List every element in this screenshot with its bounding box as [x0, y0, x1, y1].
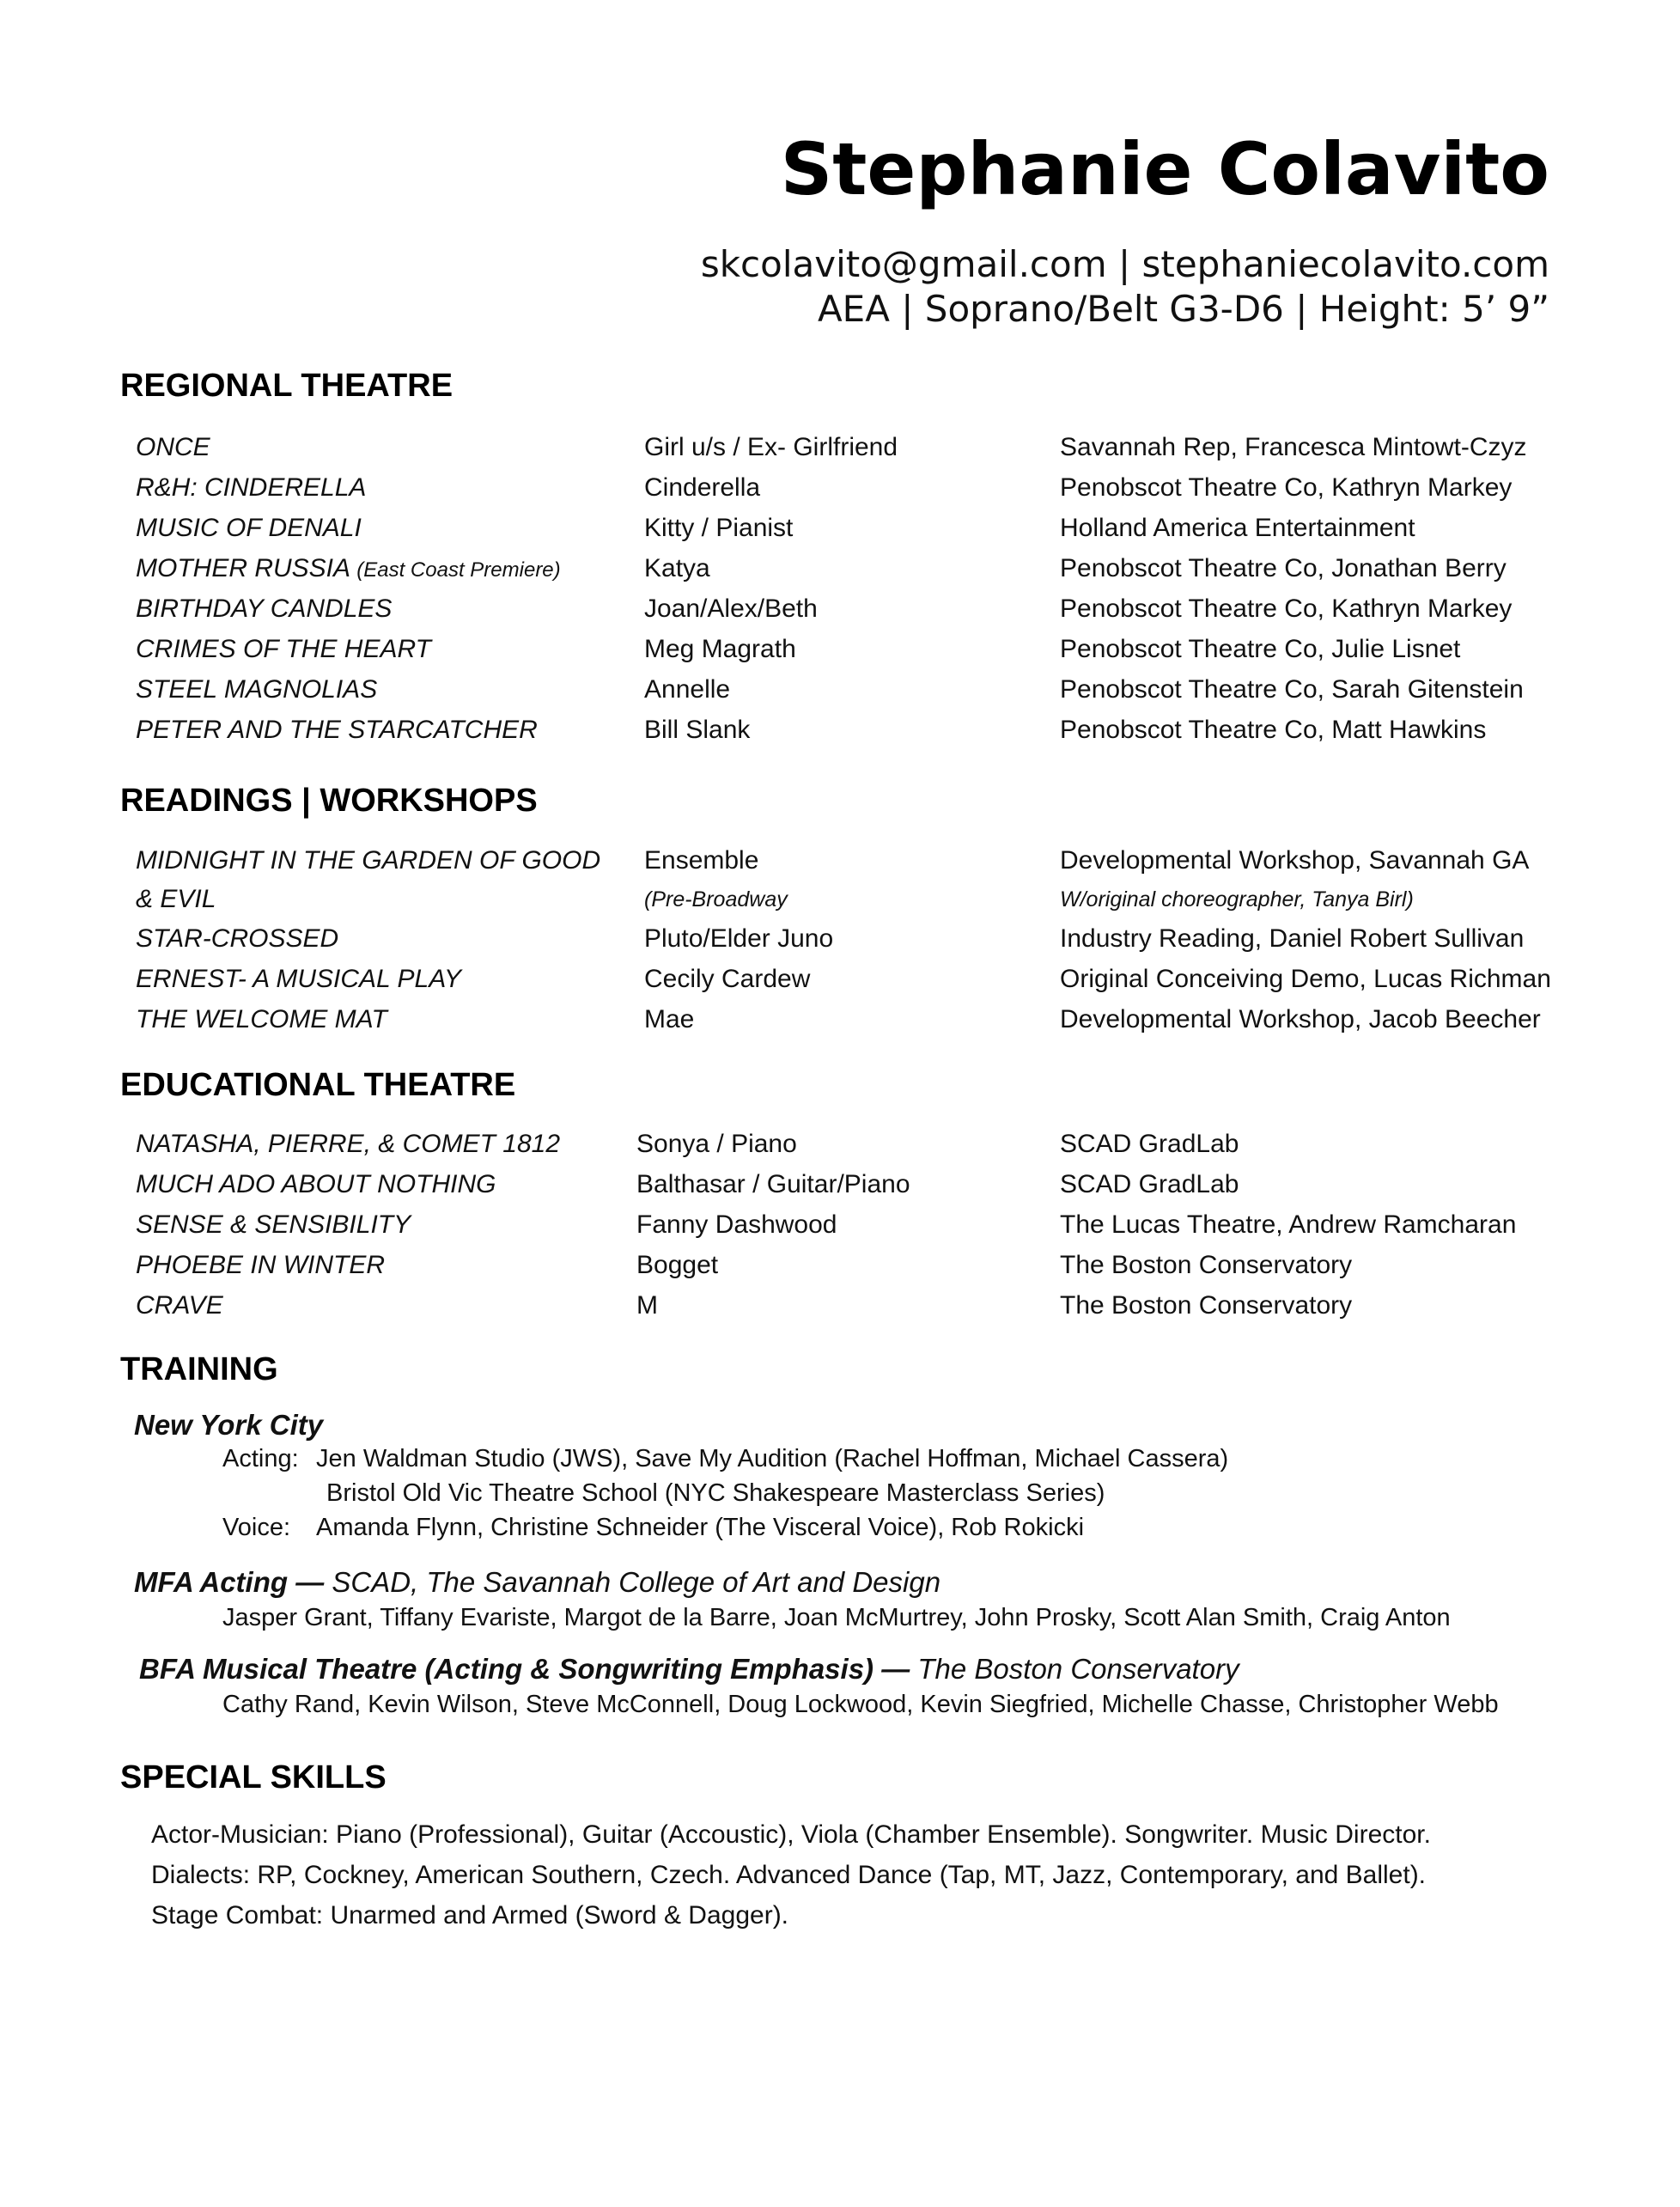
show-title: ERNEST- A MUSICAL PLAY — [136, 965, 462, 993]
role: Annelle — [644, 675, 731, 704]
credit-row — [136, 669, 1561, 710]
readings-list — [136, 840, 1561, 1039]
contact-block — [701, 242, 1549, 332]
show-title: & EVIL — [136, 885, 216, 913]
company: Penobscot Theatre Co, Jonathan Berry — [1060, 554, 1507, 582]
show-title: SENSE & SENSIBILITY — [136, 1210, 411, 1239]
training-nyc-heading: New York City — [134, 1409, 324, 1441]
section-title-regional: REGIONAL THEATRE — [120, 368, 453, 404]
credit-row — [136, 1245, 1561, 1285]
role: Cinderella — [644, 473, 761, 502]
show-title: MIDNIGHT IN THE GARDEN OF GOOD — [136, 846, 601, 875]
skill-line: Actor-Musician: Piano (Professional), Guitar (Accoustic), Viola (Chamber Ensemble). Songwriter. Music Director. — [151, 1820, 1431, 1849]
company: Penobscot Theatre Co, Kathryn Markey — [1060, 594, 1513, 623]
show-title: STAR-CROSSED — [136, 924, 339, 953]
role: Mae — [644, 1005, 695, 1033]
company: Holland America Entertainment — [1060, 514, 1415, 542]
name-heading: Stephanie Colavito — [780, 127, 1549, 211]
role-note: (Pre-Broadway — [644, 887, 788, 911]
company: Developmental Workshop, Jacob Beecher — [1060, 1005, 1541, 1033]
section-title-readings: READINGS | WORKSHOPS — [120, 783, 538, 819]
show-title: MUCH ADO ABOUT NOTHING — [136, 1170, 496, 1198]
skill-line: Stage Combat: Unarmed and Armed (Sword & Dagger). — [151, 1901, 789, 1930]
company: Penobscot Theatre Co, Matt Hawkins — [1060, 716, 1487, 744]
credit-row — [136, 840, 1561, 881]
company: The Boston Conservatory — [1060, 1291, 1353, 1320]
show-title: ONCE — [136, 433, 210, 461]
credit-row — [136, 588, 1561, 629]
show-title: NATASHA, PIERRE, & COMET 1812 — [136, 1130, 561, 1158]
skill-line: Dialects: RP, Cockney, American Southern, Czech. Advanced Dance (Tap, MT, Jazz, Contemporary, and Ballet). — [151, 1861, 1427, 1889]
company: The Boston Conservatory — [1060, 1251, 1353, 1279]
role: Kitty / Pianist — [644, 514, 794, 542]
company: Penobscot Theatre Co, Sarah Gitenstein — [1060, 675, 1524, 704]
credit-row — [136, 918, 1561, 959]
company: Penobscot Theatre Co, Julie Lisnet — [1060, 635, 1461, 663]
show-title: CRIMES OF THE HEART — [136, 635, 431, 663]
role: Cecily Cardew — [644, 965, 811, 993]
show-note: (East Coast Premiere) — [356, 558, 561, 582]
role: Bill Slank — [644, 716, 751, 744]
training-mfa-heading: MFA Acting — SCAD, The Savannah College of Art and Design — [134, 1566, 941, 1598]
company: SCAD GradLab — [1060, 1170, 1239, 1198]
skills-list — [151, 1814, 1431, 1936]
show-title: THE WELCOME MAT — [136, 1005, 387, 1033]
credit-row — [136, 1204, 1561, 1245]
bfa-teachers: Cathy Rand, Kevin Wilson, Steve McConnell, Doug Lockwood, Kevin Siegfried, Michelle Chasse, Christopher Webb — [222, 1691, 1499, 1718]
show-title: STEEL MAGNOLIAS — [136, 675, 378, 704]
credit-row — [136, 1285, 1561, 1326]
company: The Lucas Theatre, Andrew Ramcharan — [1060, 1210, 1517, 1239]
section-title-skills: SPECIAL SKILLS — [120, 1759, 387, 1795]
credit-row — [136, 959, 1561, 999]
company: SCAD GradLab — [1060, 1130, 1239, 1158]
show-title: R&H: CINDERELLA — [136, 473, 367, 502]
credit-row — [136, 1164, 1561, 1204]
role: Balthasar / Guitar/Piano — [636, 1170, 910, 1198]
show-title: PETER AND THE STARCATCHER — [136, 716, 538, 744]
role: Meg Magrath — [644, 635, 796, 663]
credit-row — [136, 999, 1561, 1039]
credit-row — [136, 629, 1561, 669]
show-title: BIRTHDAY CANDLES — [136, 594, 393, 623]
credit-row — [136, 508, 1561, 548]
acting-studios-2: Bristol Old Vic Theatre School (NYC Shakespeare Masterclass Series) — [326, 1479, 1105, 1507]
role: Fanny Dashwood — [636, 1210, 837, 1239]
show-title: CRAVE — [136, 1291, 223, 1320]
company: Industry Reading, Daniel Robert Sullivan — [1060, 924, 1525, 953]
credit-row — [136, 710, 1561, 750]
role: M — [636, 1291, 658, 1320]
regional-list — [136, 427, 1561, 750]
credit-row — [136, 1124, 1561, 1164]
training-bfa-heading: BFA Musical Theatre (Acting & Songwriting Emphasis) — The Boston Conservatory — [139, 1653, 1239, 1685]
role: Ensemble — [644, 846, 759, 875]
credit-row — [136, 548, 1561, 588]
credit-row-continuation — [136, 881, 1561, 918]
role: Sonya / Piano — [636, 1130, 797, 1158]
section-title-training: TRAINING — [120, 1351, 278, 1387]
company: Original Conceiving Demo, Lucas Richman — [1060, 965, 1551, 993]
educational-list — [136, 1124, 1561, 1326]
company: Savannah Rep, Francesca Mintowt-Czyz — [1060, 433, 1527, 461]
contact-union-voice-height: AEA | Soprano/Belt G3-D6 | Height: 5’ 9” — [817, 288, 1549, 330]
company: Penobscot Theatre Co, Kathryn Markey — [1060, 473, 1513, 502]
credit-row — [136, 467, 1561, 508]
section-title-educational: EDUCATIONAL THEATRE — [120, 1067, 516, 1103]
acting-label: Acting: — [222, 1445, 299, 1472]
contact-email-website: skcolavito@gmail.com | stephaniecolavito.com — [700, 243, 1549, 285]
role: Girl u/s / Ex- Girlfriend — [644, 433, 898, 461]
voice-teachers: Amanda Flynn, Christine Schneider (The Visceral Voice), Rob Rokicki — [316, 1514, 1085, 1541]
voice-label: Voice: — [222, 1514, 290, 1541]
acting-studios: Jen Waldman Studio (JWS), Save My Audition (Rachel Hoffman, Michael Cassera) — [316, 1445, 1229, 1472]
show-title: MUSIC OF DENALI — [136, 514, 362, 542]
role: Bogget — [636, 1251, 719, 1279]
role: Joan/Alex/Beth — [644, 594, 818, 623]
company-note: W/original choreographer, Tanya Birl) — [1060, 887, 1414, 911]
credit-row — [136, 427, 1561, 467]
role: Pluto/Elder Juno — [644, 924, 834, 953]
show-title: MOTHER RUSSIA (East Coast Premiere) — [136, 554, 561, 582]
company: Developmental Workshop, Savannah GA — [1060, 846, 1530, 875]
role: Katya — [644, 554, 710, 582]
mfa-teachers: Jasper Grant, Tiffany Evariste, Margot de la Barre, Joan McMurtrey, John Prosky, Scott Alan Smith, Craig Anton — [222, 1604, 1451, 1631]
show-title: PHOEBE IN WINTER — [136, 1251, 386, 1279]
